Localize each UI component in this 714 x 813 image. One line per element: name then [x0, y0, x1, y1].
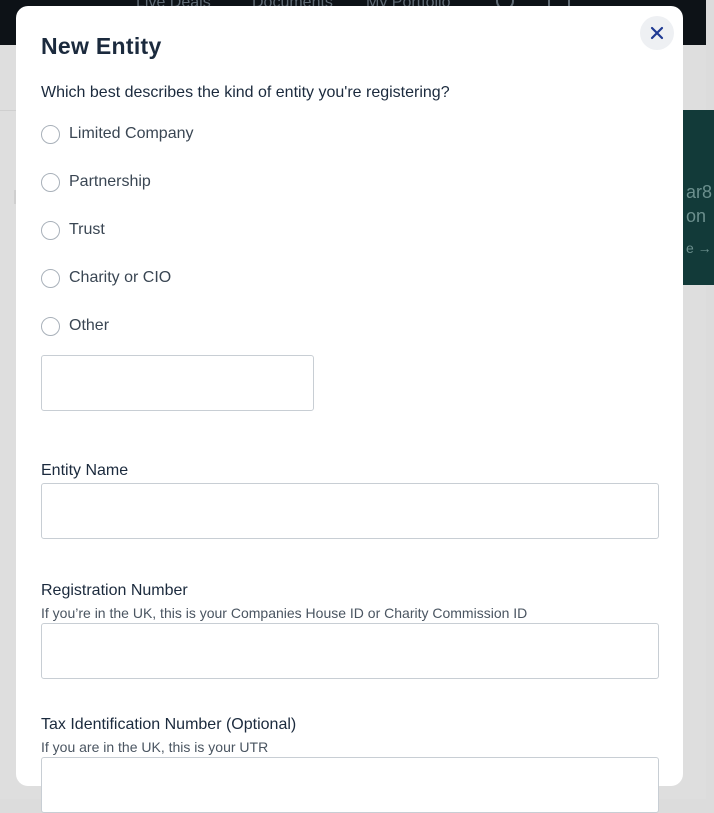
registration-number-label: Registration Number [41, 582, 188, 599]
entity-type-question: Which best describes the kind of entity you're registering? [41, 84, 450, 101]
radio-other[interactable] [41, 314, 109, 338]
tax-id-input[interactable] [41, 757, 659, 813]
radio-button[interactable] [41, 125, 60, 144]
other-entity-type-input[interactable] [41, 355, 314, 411]
entity-name-label: Entity Name [41, 462, 129, 479]
radio-label: Charity or CIO [69, 269, 172, 286]
radio-label: Limited Company [69, 125, 194, 142]
registration-number-input[interactable] [41, 623, 659, 679]
registration-number-help: If you’re in the UK, this is your Companies House ID or Charity Commission ID [41, 605, 528, 621]
modal-title: New Entity [41, 33, 162, 59]
new-entity-modal [16, 6, 683, 786]
tax-id-label: Tax Identification Number (Optional) [41, 716, 297, 733]
radio-trust[interactable] [41, 218, 105, 242]
background-card-text: ar8 [686, 182, 713, 202]
radio-label: Trust [69, 221, 105, 238]
tax-id-help: If you are in the UK, this is your UTR [41, 739, 269, 755]
radio-button[interactable] [41, 317, 60, 336]
radio-charity-or-cio[interactable] [41, 266, 171, 290]
radio-button[interactable] [41, 269, 60, 288]
background-card-link: e → [686, 240, 712, 256]
radio-label: Other [69, 317, 110, 334]
radio-button[interactable] [41, 173, 60, 192]
radio-limited-company[interactable] [41, 122, 194, 146]
close-icon [650, 26, 664, 40]
close-button[interactable] [640, 16, 674, 50]
radio-button[interactable] [41, 221, 60, 240]
entity-name-input[interactable] [41, 483, 659, 539]
background-card-text: on [686, 206, 707, 226]
radio-partnership[interactable] [41, 170, 151, 194]
radio-label: Partnership [69, 173, 151, 190]
